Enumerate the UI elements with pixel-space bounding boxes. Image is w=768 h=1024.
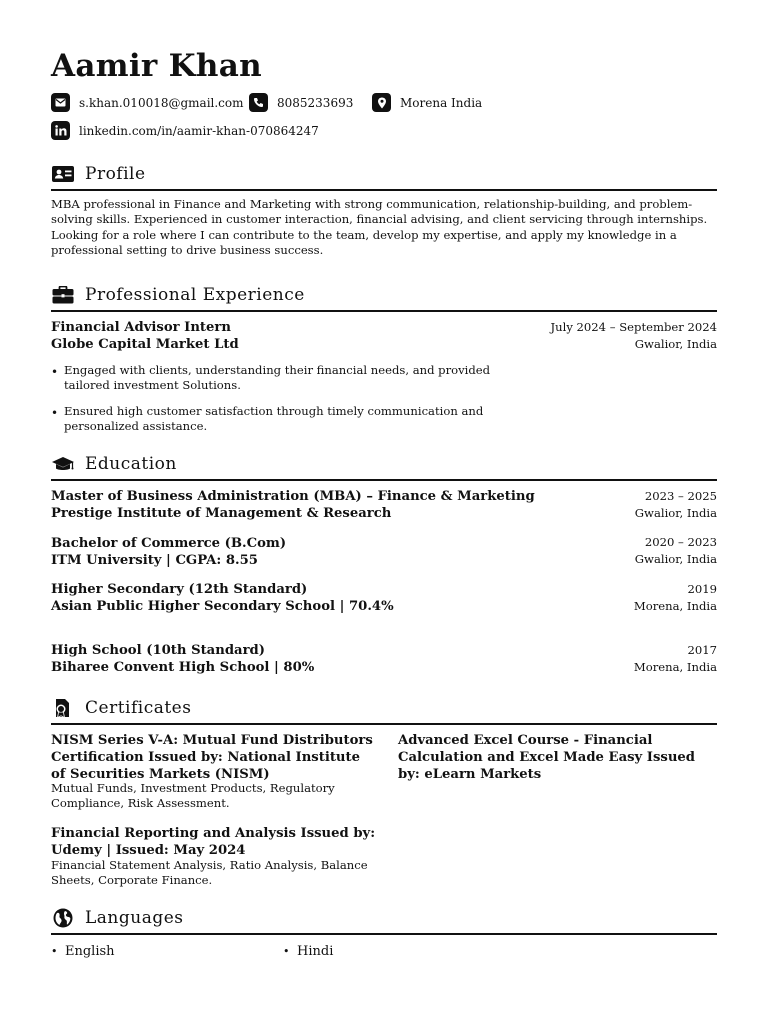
graduation-cap-icon bbox=[51, 454, 75, 474]
education-school: Asian Public Higher Secondary School | 70.4% bbox=[51, 599, 394, 614]
education-location: Gwalior, India bbox=[634, 506, 717, 520]
experience-bullet: • Engaged with clients, understanding their financial needs, and provided tailored investment Solutions. bbox=[51, 363, 521, 394]
education-school: Prestige Institute of Management & Research bbox=[51, 506, 392, 521]
section-title-profile: Profile bbox=[85, 164, 146, 184]
certificate-description: Mutual Funds, Investment Products, Regulatory Compliance, Risk Assessment. bbox=[51, 781, 335, 811]
certificate-icon bbox=[51, 698, 75, 718]
certificate-title: Financial Reporting and Analysis Issued by: Udemy | Issued: May 2024 bbox=[51, 826, 376, 858]
section-header-experience bbox=[51, 285, 717, 312]
experience-dates: July 2024 – September 2024 bbox=[550, 320, 717, 334]
candidate-name: Aamir Khan bbox=[51, 48, 262, 84]
phone-icon bbox=[249, 93, 268, 112]
briefcase-icon bbox=[51, 285, 75, 305]
phone-text: 8085233693 bbox=[277, 95, 354, 110]
certificate-description: Financial Statement Analysis, Ratio Analysis, Balance Sheets, Corporate Finance. bbox=[51, 858, 368, 888]
contact-email[interactable] bbox=[51, 93, 244, 112]
experience-company: Globe Capital Market Ltd bbox=[51, 337, 239, 352]
education-location: Morena, India bbox=[633, 599, 717, 613]
experience-bullet: • Ensured high customer satisfaction through timely communication and personalized assistance. bbox=[51, 404, 521, 435]
globe-icon bbox=[51, 908, 75, 928]
location-text: Morena India bbox=[400, 95, 483, 110]
section-title-experience: Professional Experience bbox=[85, 285, 305, 305]
certificate-title: Advanced Excel Course - Financial Calculation and Excel Made Easy Issued by: eLearn Markets bbox=[398, 733, 696, 782]
linkedin-icon bbox=[51, 121, 70, 140]
language-item: • Hindi bbox=[283, 944, 333, 960]
contact-phone[interactable] bbox=[249, 93, 353, 112]
email-text: s.khan.010018@gmail.com bbox=[79, 95, 244, 110]
education-degree: Master of Business Administration (MBA) – Finance & Marketing bbox=[51, 489, 535, 504]
section-header-certificates bbox=[51, 698, 717, 725]
section-header-education bbox=[51, 454, 717, 481]
section-title-languages: Languages bbox=[85, 908, 184, 928]
contact-location bbox=[372, 93, 482, 112]
education-dates: 2017 bbox=[687, 643, 717, 657]
education-dates: 2020 – 2023 bbox=[644, 535, 717, 549]
profile-summary: MBA professional in Finance and Marketing with strong communication, relationship-building, and problem-solving skills. Experienced in customer interaction, financial advising, and client servicing through internships. Looking for a role where I can contribute to the team, develop my expertise, and apply my knowledge in a professional setting to drive business success. bbox=[51, 197, 708, 257]
education-degree: High School (10th Standard) bbox=[51, 643, 265, 658]
language-item: • English bbox=[51, 944, 115, 960]
linkedin-text: linkedin.com/in/aamir-khan-070864247 bbox=[79, 123, 319, 138]
section-title-education: Education bbox=[85, 454, 177, 474]
section-title-certificates: Certificates bbox=[85, 698, 192, 718]
education-school: ITM University | CGPA: 8.55 bbox=[51, 553, 258, 568]
certificate-title: NISM Series V-A: Mutual Fund Distributors Certification Issued by: National Institute of Securities Markets (NISM) bbox=[51, 733, 373, 782]
contact-linkedin[interactable] bbox=[51, 121, 319, 140]
section-header-profile bbox=[51, 164, 717, 191]
education-location: Morena, India bbox=[633, 660, 717, 674]
experience-location: Gwalior, India bbox=[634, 337, 717, 351]
location-pin-icon bbox=[372, 93, 391, 112]
education-dates: 2019 bbox=[687, 582, 717, 596]
experience-job-title: Financial Advisor Intern bbox=[51, 320, 231, 335]
education-dates: 2023 – 2025 bbox=[644, 489, 717, 503]
education-degree: Higher Secondary (12th Standard) bbox=[51, 582, 308, 597]
education-location: Gwalior, India bbox=[634, 552, 717, 566]
education-degree: Bachelor of Commerce (B.Com) bbox=[51, 536, 287, 551]
section-header-languages bbox=[51, 908, 717, 935]
education-school: Biharee Convent High School | 80% bbox=[51, 660, 315, 675]
id-card-icon bbox=[51, 164, 75, 184]
email-icon bbox=[51, 93, 70, 112]
